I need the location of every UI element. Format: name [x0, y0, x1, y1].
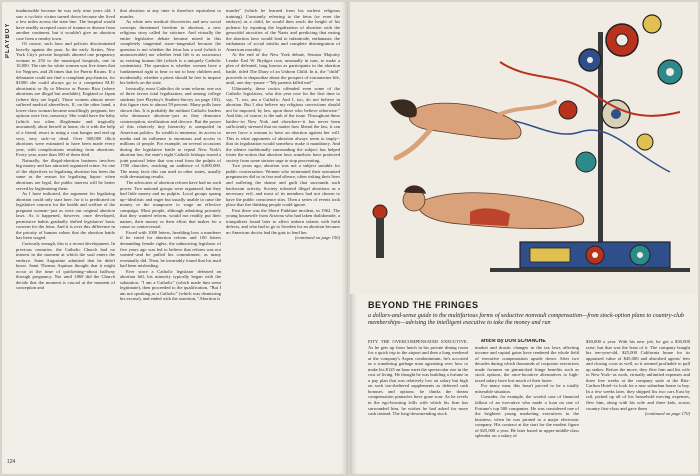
left-column-3	[226, 8, 340, 456]
gear-hub	[666, 68, 674, 76]
paragraph: Naturally, the illegal-abortion business involves big money and has attracted organized crime. So one of the objectives in legalizing abortion has been the same as the reason for legalizing liquor: when abortions are legal, the public interest will be better served by legitimizing them.	[16, 157, 115, 191]
right-column-1	[368, 339, 468, 471]
paragraph: market and drastic changes in the tax laws affecting income and capital gains have rendered the whole field of executive compensation upside down. After two decades during which thousands of corporate executives made fortunes on gimmicked fringe benefits such as stock options, the once-lucrative alternatives to high-taxed salary have lost much of their luster.	[475, 344, 579, 383]
continued-note: (continued on page 150)	[294, 235, 340, 241]
page-number: 124	[7, 459, 16, 465]
gear-hub	[637, 252, 643, 258]
running-head: PLAYBOY	[5, 22, 11, 58]
paragraph: Ironically, most Catholics do want reform; one out of three favors total legalization, and among college students (see Playboy's Student Survey on page 103), this figure rises to almost 59 percent. Many polls have shown this. It is probably the militant Catholic leaders who denounce abortion--just as they denounce contraception, sterilization and divorce. But the power of this relatively tiny hierarchy is unequaled in American politics. Its wealth is immense, its access to media and its influence is enormous and access to millions of people. For example, on several occasions during the legislative battle to repeal New York's abortion law, the state's eight Catholic bishops issued a joint pastoral letter that was read from the pulpits of 1700 churches, reaching an audience of 6,000,000. The many facts this can used in other states, usually with devastating results.	[120, 85, 221, 180]
continued-note: (continued on page 170)	[644, 411, 690, 417]
byline: article By DON SCHANCHE	[481, 339, 546, 344]
paragraph: $30,000 a year. With his new job, he got a $30,000 raise, but that was the least of it. The company bought his ten-year-old, $25,000 California home for its appraised value of $45,000 and absorbed agents' fees and closing costs as well, so it seemed profitable to pull up stakes. Before the move, they flew him and his wife to New York--as work, virtually unlimited expenses and three free weeks at the company suite at the Ritz-Carlton Hotel--to look for a new suburban house to buy. In a few weeks later, they shipped his two cars East by rail, picked up all of his household moving expenses, flew him, along with his wife and three kids, across country first-class and gave them	[586, 339, 690, 411]
paragraph: The advocates of abortion reform have had no such power. Two national groups were organized, but they had little money and no pulpits. Local groups sprang up--idealistic and eager but usually unable to raise the money or the manpower to wage an effective campaign. Most people, although admitting privately that they wanted reform, would not readily put their names, their money or their effort that makes for a cause so controversial.	[120, 179, 221, 230]
teal-gear-2	[576, 152, 596, 172]
yellow-gear	[643, 15, 661, 33]
paragraph: that abortion at any time is therefore equivalent to murder.	[120, 8, 221, 19]
base-floor	[490, 268, 690, 272]
right-column-3	[586, 339, 690, 471]
small-red-gear	[559, 101, 577, 119]
left-stand	[376, 218, 384, 258]
machine-base	[490, 242, 690, 272]
surreal-gears-illustration	[350, 2, 698, 294]
paragraph: Curiously enough, this is a recent development. In previous centuries, the Catholic Church had no interest in the moment at which the soul enters the embryo. Saint Augustine admitted that he didn't know. Saint Thomas Aquinas thought that it might occur at the time of quickening--about halfway through pregnancy. Not until 1869 did the Church decide that the moment is crucial at the moment of conception and	[16, 240, 115, 291]
left-column-1	[16, 8, 115, 456]
left-knob	[373, 205, 387, 219]
paragraph: Two years ago, abortion was not a subject suitable for public conversation. Women who terminated their unwanted pregnancies did so in fear and silence, often risking their lives and suffering the shame and guilt that surrounds such backroom activity. Society tolerated illegal abortions as a necessary evil, and most of its members had not chosen to have the public conscience stirs. Then a series of events took place that fire thinking people could ignore.	[226, 163, 340, 208]
paragraph: murder" (which he learned from his earliest religious training). Constantly referring to the fetus (or even the embryo) as a child, he would then reach the height of his polemic by equating the legalization of abortion with the genocidal atrocities of the Nazis and predicting that easing the abortion laws would lead to infanticide, euthanasia, the euthanasia of social misfits and complete disintegration of American morality.	[226, 8, 340, 52]
left-column-2	[120, 8, 221, 456]
article-title: BEYOND THE FRINGES	[368, 300, 479, 310]
paragraph: Ever since a Catholic legislator defeated an abortion bill, his minority typically began with the salutation, "I am a Catholic" (which made him seem legitimate), then proceeded to the qualification, "But I am not speaking as a Catholic" (which was dismissing his excuse), and ended with the assertion, "Abortion is	[120, 268, 221, 302]
paragraph: First there was the Sherri Finkbine incident, in 1962. The young housewife from Arizona who had taken thalidomide, a tranquilizer found later to affect unborn infants with birth defects, and who had to go to Sweden for an abortion because no American doctor had the guts to lend her.	[226, 207, 340, 235]
paragraph: PITY THE OVERCOMPENSATED EXECUTIVE. As he gets up from lunch in his private dining room for a quick trip to the airport and then a long weekend at the company's Aspen condominium, he's accosted as a wandering garbage man agonizing over how to make his $125 an hour meet the spectacular rise in the cost of living. He thought he was building a fortune in a pay plan that was relatively low on salary but high on such tax-sheltered supplements as deferred cash bonuses and options; he thinks the dream compensation pinnacles have gone sour. As he revels in the ego-boosting frills with which his firm has surrounded him, he wishes he had asked for more cash instead. The long-downtrending stock	[368, 339, 468, 417]
paragraph: As white new medical discoveries and new social concepts threatened freedom in abortion, a new religious story called for stricture. And virtually the entire legislative debate became mired in this completely tangential issue--tangential because the question is not whether the fetus has a soul (which is unanswerable) nor whether fetal life is as sacrosanct as existing human life (which is a uniquely Catholic contention). The question is whether women have a fundamental right to bear or not to bear children and, incidentally, whether a priest should be free to impose his beliefs on the state.	[120, 19, 221, 86]
left-page	[2, 2, 348, 474]
paragraph: Faced with 1000 letters, heralding how a murderer if he voted for abortion reform and 100 letters demanding female rights, the unknowing legislator of five years ago was led to believe that reform was not wanted--and he pulled his commitment, as many eventually did. Then, he invariably found that his mail had been misleading.	[120, 229, 221, 269]
article-deck: a dollars-and-sense guide to the multifarious forms of seductive nonvault compensation—from stock-option plans to country-club memberships—advising the intelligent executive to take the money and run	[368, 313, 684, 327]
right-column-2	[475, 339, 579, 471]
gear-hub	[592, 252, 598, 258]
gear-hub	[616, 34, 628, 46]
paragraph: At the end of the New York debate, Senator Majority Leader Earl W. Brydges rose, unusually in turn, to make a plea of defeated, long known as participants in the abortion battle, titled The Diary of an Unborn Child. In it, the "child" proceeds to rhapsodize about the prospect of extrauterine life, until, one day--pause --"My parents killed me!"	[226, 52, 340, 86]
paragraph: Ultimately, these tactics offended even some of the Catholic legislators, who this year rose for the first time to say, "I, too, am a Catholic. And I, too, do not believe in abortion. But I also believe my religious convictions should not be imposed, by law, upon those who believe otherwise." And this, of course, is the nub of the issue. Throughout these battles--in New York and elsewhere--it has never been sufficiently stressed that no matter how liberal the law, it can never force a woman to have an abortion against her will. This is what opponents of abortion always seem to imply--that its legalization would somehow make it mandatory. And the silence traditionally surrounding the subject has helped foster the notion that abortion laws somehow have protected society from some sinister urge to stop procreating.	[226, 85, 340, 163]
gear-hub	[587, 57, 593, 63]
base-panel	[530, 248, 570, 262]
paragraph: inadmissible because he was only nine years old. I saw a cyclotic victim turned down because she lived a few miles across the state line. The hospital would have readily accepted cases of trauma or disease from another continent, but it wouldn't give an abortion case from a nearby town.	[16, 8, 115, 41]
paragraph: Consider, for example, the woeful case of financial fallout of an executive who made a loan on one of Fortune's top 500 companies. He was considered one of the brightest young marketing executives in the business, when he was pirated to a major electronic company. His contract at the start for the modest figure of $25,000 a year. He later based in upper-middle-class splendor on a salary of	[475, 394, 579, 439]
paragraph: Of course, such laws and policies discriminated heavily against the poor. In the early Sixties, New York City's private hospitals aborted one pregnancy woman in 250 to the municipal hospitals, one in 10,000. The rate for white women was five times that for Negroes, and 26 times that for Puerto Ricans. If a debutante could not find a compliant psychiatrist, for $1000 she could always go to a competent M.D. abortionist or fly to Mexico or Puerto Rico (where abortions are illegal but available), England or Japan (where they are legal). Those women almost never suffered medical aftereffects. If, on the other hand, a lower-class woman became unwillingly pregnant, her options were few, unsavory. She could have the baby (which too often illegitimate and tragically unwanted), abort herself at home, do it with the help of a friend, resort to using a coat hanger and end up very, very sick--or dead. Over 300,000 illicit abortions were estimated to have been made every year, with complications resulting from abortions. Every year, more than 500 of them died.	[16, 41, 115, 158]
paragraph: As I have indicated, the argument for legalizing abortion could only start here, for it is predicated on legislative concern for the health and welfare of the pregnant woman--just as were our original abortion laws. As it happened, however, once developed, permissive habits gradually shifted legislators' basic concern for the fetus. And it is over this difference in the priority of human values that the abortion battle has been waged.	[16, 191, 115, 241]
yellow-gear-2	[637, 134, 653, 150]
gear-hub	[611, 109, 621, 119]
paragraph: For many men, this hasn't proved to be a totally miserable situation.	[475, 383, 579, 394]
right-page	[350, 2, 698, 474]
